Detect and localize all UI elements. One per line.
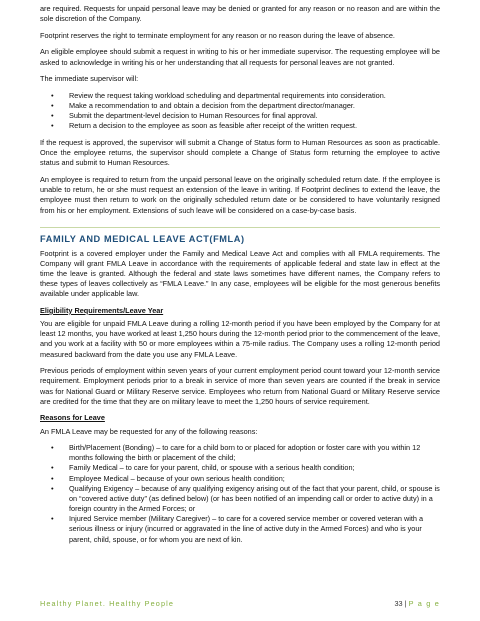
list-item: • Family Medical – to care for your parent, child, or spouse with a serious health condition; (69, 463, 440, 473)
reasons-for-leave-list (40, 443, 440, 545)
paragraph-request-in-writing: An eligible employee should submit a request in writing to his or her immediate supervisor. The requesting employee will be asked to acknowledge in writing his or her understanding that all requests for personal leaves are not granted. (40, 47, 440, 67)
paragraph-unpaid-leave-discretion: are required. Requests for unpaid personal leave may be denied or granted for any reason or no reason and are within the sole discretion of the Company. (40, 4, 440, 24)
list-item: • Review the request taking workload scheduling and departmental requirements into consideration. (69, 91, 440, 101)
footer-separator: | (404, 599, 407, 608)
page-word: P a g e (408, 599, 440, 608)
paragraph-fmla-intro: Footprint is a covered employer under the Family and Medical Leave Act and complies with all FMLA requirements. The Company will grant FMLA Leave in accordance with the requirements of applicable federal and state law in effect at the time the leave is granted. Although the federal and state laws sometimes have different names, the Company refers to these types of leaves collectively as “FMLA Leave.” In any case, employees will be eligible for the most generous benefits available under applicable law. (40, 248, 440, 299)
list-item: • Submit the department-level decision to Human Resources for final approval. (69, 111, 440, 121)
footer-page-indicator (395, 599, 441, 609)
list-item: • Return a decision to the employee as soon as feasible after receipt of the written request. (69, 121, 440, 131)
list-item: • Employee Medical – because of your own serious health condition; (69, 474, 440, 484)
page-number: 33 (394, 599, 403, 608)
supervisor-duties-list (40, 91, 440, 132)
paragraph-return-from-leave: An employee is required to return from the unpaid personal leave on the originally scheduled return date. If the employee is unable to return, he or she must request an extension of the leave in writing. If Footprint declines to extend the leave, the employee must then return to work on the originally scheduled return date or be considered to have voluntarily resigned from his or her employment. Extensions of such leave will be considered on a case-by-case basis. (40, 175, 440, 215)
list-item: • Birth/Placement (Bonding) – to care for a child born to or placed for adoption or foster care with you within 12 months following the birth or placement of the child; (69, 443, 440, 463)
list-item: • Qualifying Exigency – because of any qualifying exigency arising out of the fact that your parent, child, or spouse is on “covered active duty” (as defined below) (or has been notified of an impending call or order to active duty) in a foreign country in the Armed Forces; or (69, 484, 440, 514)
list-item: • Make a recommendation to and obtain a decision from the department director/manager. (69, 101, 440, 111)
reasons-subheading: Reasons for Leave (40, 413, 105, 423)
eligibility-subheading: Eligibility Requirements/Leave Year (40, 305, 164, 315)
footer-tagline: Healthy Planet. Healthy People (40, 599, 175, 608)
paragraph-eligibility-rolling-period: You are eligible for unpaid FMLA Leave during a rolling 12-month period if you have been employed by the Company for at least 12 months, you have worked at least 1,250 hours during the 12-month period prior to the commencement of the leave, and you work at a facility with 50 or more employees within a 75-mile radius. The Company uses a rolling 12-month period measured backward from the date you use any FMLA Leave. (40, 319, 440, 359)
list-item: • Injured Service member (Military Caregiver) – to care for a covered service member or covered veteran with a serious illness or injury (incurred or aggravated in the line of active duty in the Armed Forces) and who is your parent, child, spouse, or for whom you are next of kin. (69, 514, 440, 544)
paragraph-change-of-status: If the request is approved, the supervisor will submit a Change of Status form to Human Resources as soon as practicable. Once the employee returns, the supervisor should complete a Change of Status form returning the employee to active status and submit to Human Resources. (40, 138, 440, 168)
page-footer (40, 599, 440, 609)
fmla-section-heading: FAMILY AND MEDICAL LEAVE ACT(FMLA) (40, 227, 440, 245)
paragraph-reasons-intro: An FMLA Leave may be requested for any of the following reasons: (40, 426, 258, 436)
paragraph-eligibility-previous-employment: Previous periods of employment within seven years of your current employment period count toward your 12-month service requirement. Employment periods prior to a break in service of more than seven years are counted if the break in service was for National Guard or Military Reserve service. Employees who return from National Guard or Military Reserve service are credited for the time that they are on military leave to meet the 1,250 hours of service requirement. (40, 366, 440, 406)
paragraph-supervisor-will: The immediate supervisor will: (40, 74, 139, 84)
paragraph-termination-rights: Footprint reserves the right to terminate employment for any reason or no reason during the leave of absence. (40, 30, 395, 40)
